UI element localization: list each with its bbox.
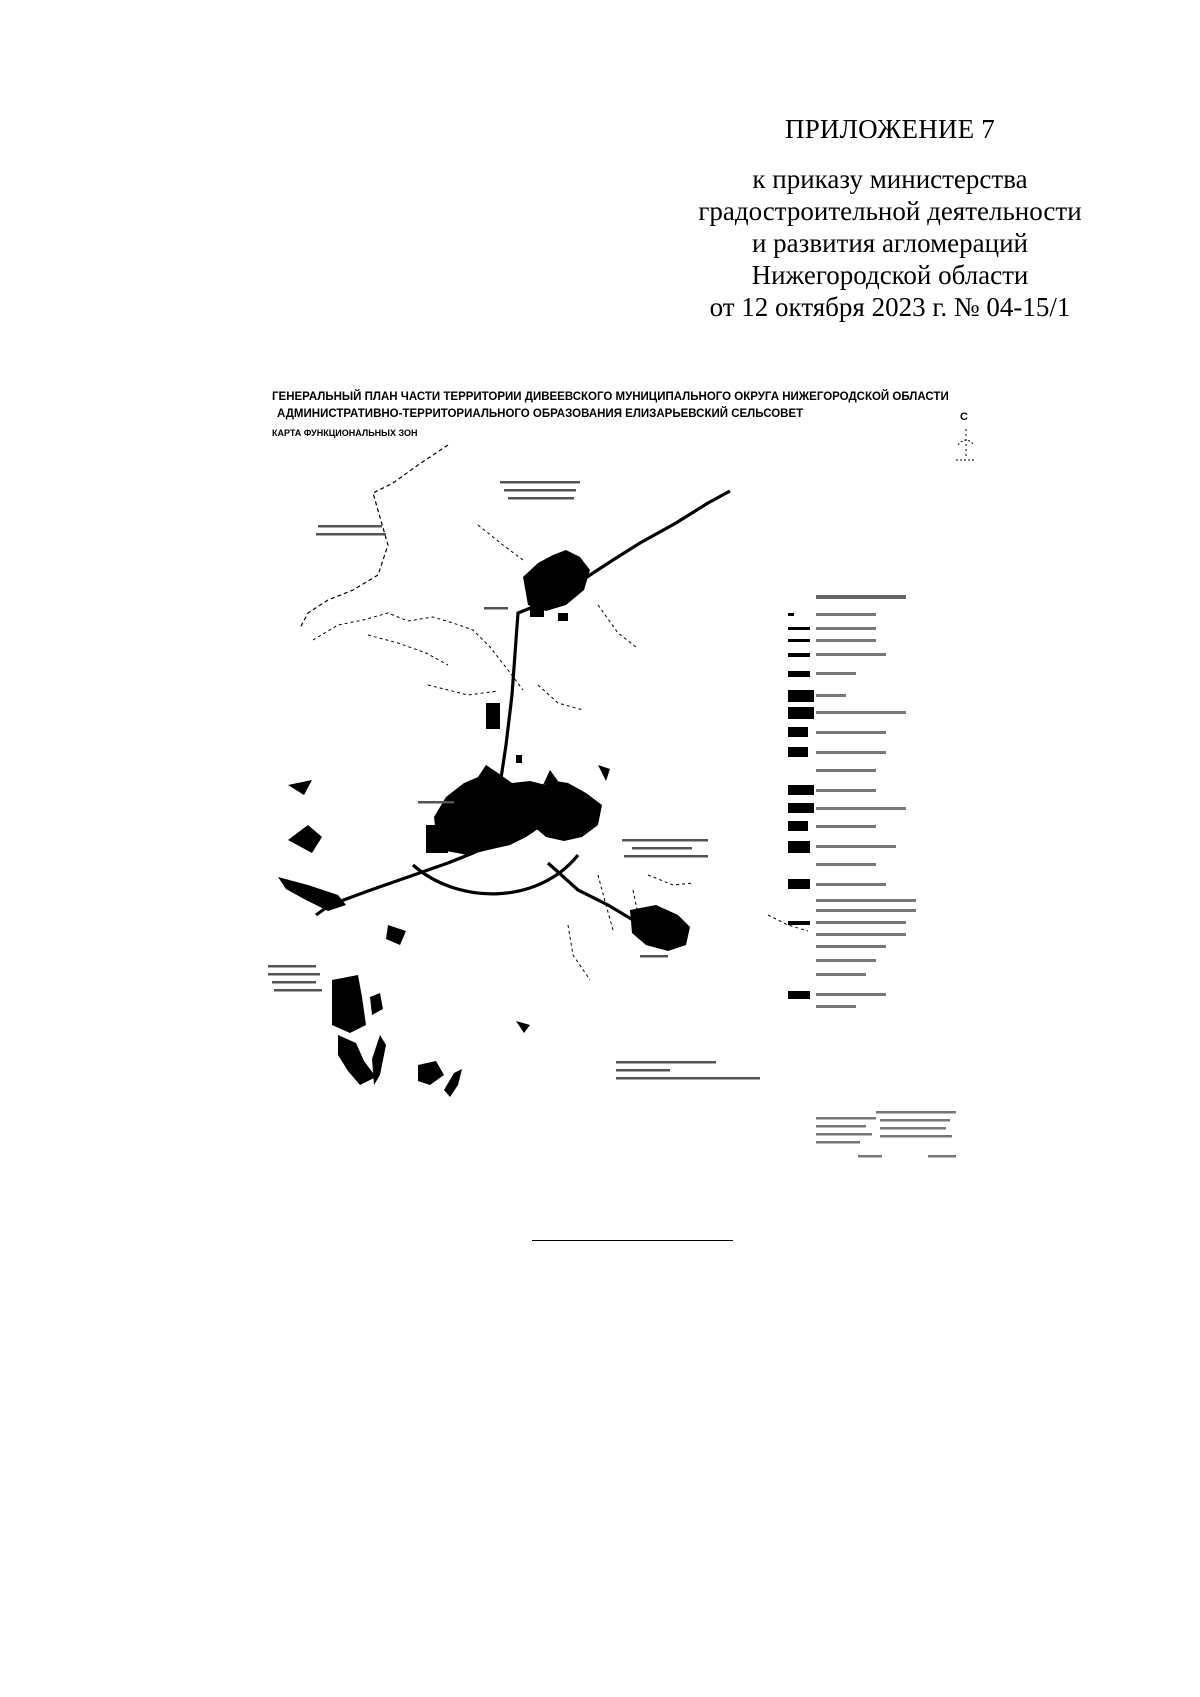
- map-subtitle: КАРТА ФУНКЦИОНАЛЬНЫХ ЗОН: [272, 428, 418, 438]
- map-drawing: [268, 385, 1018, 1215]
- end-divider-line: [532, 1240, 733, 1241]
- annex-reference: [660, 163, 1120, 323]
- annex-line: и развития агломераций: [751, 228, 1028, 258]
- map-legend: [788, 595, 916, 1008]
- annex-line: к приказу министерства: [752, 164, 1028, 194]
- district-boundary: [300, 445, 448, 628]
- settlement-zones: [278, 550, 690, 1097]
- annex-line: Нижегородской области: [751, 260, 1029, 290]
- north-arrow-icon: [956, 429, 976, 460]
- map-title-line-1: ГЕНЕРАЛЬНЫЙ ПЛАН ЧАСТИ ТЕРРИТОРИИ ДИВЕЕВСКОГО МУНИЦИПАЛЬНОГО ОКРУГА НИЖЕГОРОДСКОЙ ОБЛАСТИ: [272, 391, 949, 403]
- map-title-line-2: АДМИНИСТРАТИВНО-ТЕРРИТОРИАЛЬНОГО ОБРАЗОВАНИЯ ЕЛИЗАРЬЕВСКИЙ СЕЛЬСОВЕТ: [277, 408, 804, 420]
- north-arrow-label: С: [960, 411, 968, 423]
- title-block-stamp: [816, 1111, 956, 1158]
- functional-zones-map: [268, 385, 1018, 1215]
- annex-line: градостроительной деятельности: [698, 196, 1082, 226]
- annex-title: ПРИЛОЖЕНИЕ 7: [785, 114, 995, 144]
- annex-line: от 12 октября 2023 г. № 04-15/1: [709, 292, 1071, 322]
